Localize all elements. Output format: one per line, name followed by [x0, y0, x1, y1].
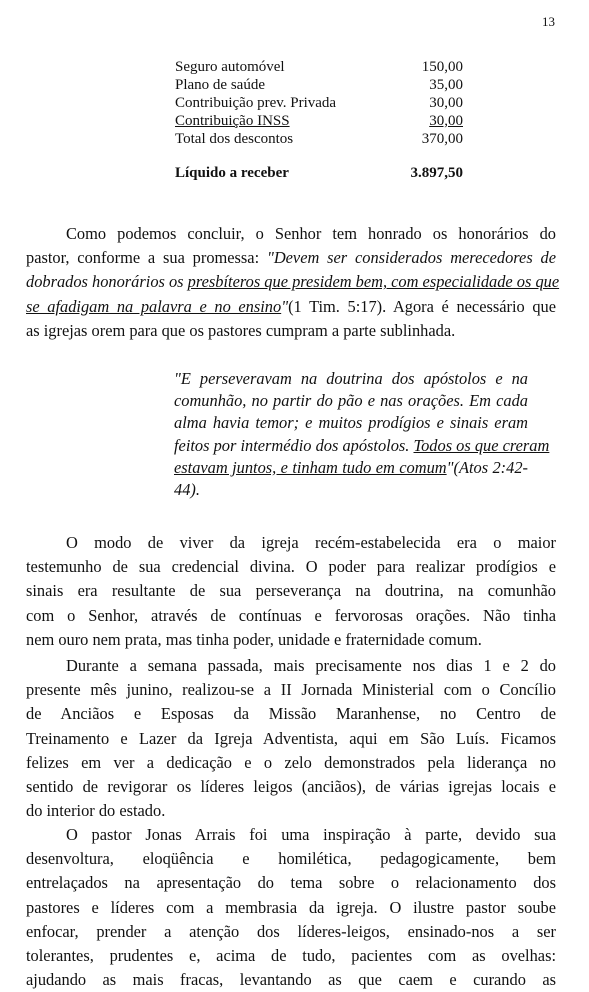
row-value: 370,00	[421, 131, 463, 147]
table-row	[175, 94, 463, 112]
text-run: (1 Tim. 5:17). Agora é necessário que	[288, 296, 556, 316]
underlined-run: estavam juntos, e tinham tudo em comum	[174, 457, 447, 477]
text-run: pastor, conforme a sua promessa:	[26, 248, 267, 268]
text-line: felizes em ver a dedicação e o zelo demonstrados pela liderança no	[26, 752, 556, 772]
text-line: comunhão, no partir do pão e nas orações. Em cada	[174, 391, 528, 411]
text-run: dobrados honorários os	[26, 272, 188, 292]
text-line: "E perseveravam na doutrina dos apóstolos e na	[174, 369, 528, 388]
row-label: Contribuição prev. Privada	[175, 95, 337, 111]
underlined-run: presbíteros que presidem bem, com especialidade os que	[187, 272, 560, 292]
text-run: "(Atos 2:42-	[446, 457, 528, 477]
text-line: 44).	[174, 480, 200, 500]
row-value: 30,00	[429, 113, 463, 129]
paragraph-pastor	[26, 823, 556, 992]
text-line: entrelaçados na apresentação do tema sobre o relacionamento dos	[26, 873, 556, 893]
text-line: as igrejas orem para que os pastores cumpram a parte sublinhada.	[26, 320, 456, 340]
page-number: 13	[542, 14, 555, 29]
text-line: desenvoltura, eloqüência e homilética, pedagogicamente, bem	[26, 849, 556, 869]
text-line	[26, 270, 560, 294]
text-line: ajudando as mais fracas, levantando as que caem e curando as	[26, 970, 556, 990]
row-label: Plano de saúde	[175, 77, 265, 93]
text-line: Durante a semana passada, mais precisamente nos dias 1 e 2 do	[66, 656, 556, 675]
row-label: Líquido a receber	[175, 165, 289, 181]
text-line: tolerantes, prudentes e, acima de tudo, pacientes com as ovelhas:	[26, 946, 556, 966]
paragraph-igreja	[26, 531, 556, 652]
text-line: O pastor Jonas Arrais foi uma inspiração à parte, devido sua	[66, 825, 556, 844]
text-line: testemunho de sua credencial divina. O poder para realizar prodígios e	[26, 557, 556, 577]
text-line: pastores e líderes com a membrasia da igreja. O ilustre pastor soube	[26, 897, 556, 917]
text-line: O modo de viver da igreja recém-estabelecida era o maior	[66, 533, 556, 552]
text-line	[174, 435, 550, 457]
table-row-total	[175, 130, 463, 148]
quote-acts	[174, 368, 550, 501]
text-line	[26, 295, 556, 319]
table-row-net	[175, 164, 463, 182]
underlined-run: se afadigam na palavra e no ensino	[26, 296, 282, 316]
text-line: alma havia temor; e muitos prodígios e sinais eram	[174, 413, 528, 433]
row-label: Total dos descontos	[175, 131, 294, 147]
text-line: Como podemos concluir, o Senhor tem honrado os honorários do	[66, 224, 556, 243]
text-line: nem ouro nem prata, mas tinha poder, unidade e fraternidade comum.	[26, 629, 482, 649]
text-run: "Devem ser considerados merecedores de	[266, 248, 556, 268]
row-value: 3.897,50	[410, 165, 463, 181]
text-line: sentido de revigorar os líderes leigos (anciãos), de várias igrejas locais e	[26, 777, 556, 797]
text-line: presente mês junino, realizou-se a II Jornada Ministerial com o Concílio	[26, 680, 556, 700]
table-row	[175, 112, 463, 130]
table-row	[175, 76, 463, 94]
text-line: enfocar, prender a atenção dos líderes-leigos, ensinado-nos a ser	[26, 921, 556, 941]
row-value: 30,00	[429, 95, 463, 111]
text-line: de Anciãos e Esposas da Missão Maranhense, no Centro de	[26, 704, 556, 724]
row-label: Contribuição INSS	[175, 113, 290, 129]
text-line	[174, 457, 528, 479]
text-run: feitos por intermédio dos apóstolos.	[174, 435, 414, 455]
row-label: Seguro automóvel	[175, 59, 285, 75]
table-row	[175, 58, 463, 76]
deductions-table	[175, 58, 463, 182]
row-value: 35,00	[429, 77, 463, 93]
text-line	[26, 246, 556, 270]
text-run: "	[281, 296, 289, 316]
text-line: com o Senhor, através de contínuas e fervorosas orações. Não tinha	[26, 605, 556, 625]
row-value: 150,00	[421, 59, 463, 75]
text-line: sinais era resultante de sua perseverança na doutrina, na comunhão	[26, 581, 556, 601]
text-line: do interior do estado.	[26, 801, 166, 821]
paragraph-jornada	[26, 654, 556, 823]
text-line: Treinamento e Lazer da Igreja Adventista, aqui em São Luís. Ficamos	[26, 728, 556, 748]
underlined-run: Todos os que creram	[413, 435, 550, 455]
paragraph-honorarios	[26, 222, 560, 343]
